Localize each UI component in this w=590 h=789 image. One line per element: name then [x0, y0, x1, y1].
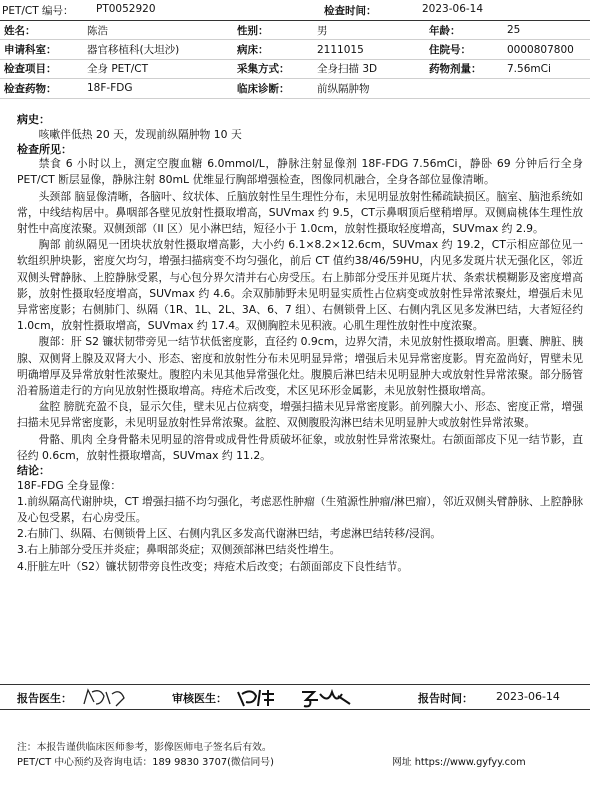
age-label: 年龄：	[425, 21, 503, 40]
conclusion-item: 1.前纵隔高代谢肿块，CT 增强扫描不均匀强化，考虑恶性肿瘤（生殖源性肿瘤/淋巴瘤），邻近双侧头臂静脉、上腔静脉及心包受累，右心房受压。	[17, 494, 583, 524]
review-doctor-label: 审核医生：	[172, 692, 227, 705]
footer-note: 注：本报告谨供临床医师参考，影像医师电子签名后有效。	[17, 742, 272, 753]
exam-item-label: 检查项目：	[0, 59, 83, 78]
tracer-label: 检查药物：	[0, 79, 83, 98]
conclusion-item: 4.肝脏左叶（S2）镰状韧带旁良性改变；痔疮术后改变；右颌面部皮下良性结节。	[17, 559, 409, 573]
history-title: 病史：	[17, 113, 50, 126]
review-doctor-signature	[234, 686, 354, 708]
exam-date-value: 2023-06-14	[422, 3, 484, 15]
signature-bar	[0, 684, 590, 710]
info-row	[0, 59, 590, 78]
acquisition-value: 全身扫描 3D	[313, 59, 425, 78]
exam-date-label: 检查时间：	[324, 5, 377, 17]
patient-name-label: 姓名：	[0, 21, 83, 40]
conclusion-item: 2.右肺门、纵隔、右侧锁骨上区、右侧内乳区多发高代谢淋巴结，考虑淋巴结转移/浸润。	[17, 527, 442, 541]
admission-number-label: 住院号：	[425, 40, 503, 59]
report-doctor-label: 报告医生：	[17, 692, 72, 705]
clinical-diagnosis-value: 前纵隔肿物	[313, 79, 425, 98]
dose-value: 7.56mCi	[503, 59, 590, 78]
findings-title: 检查所见：	[17, 142, 72, 156]
patient-info-table	[0, 21, 590, 99]
bed-label: 病床：	[233, 40, 313, 59]
report-header	[0, 0, 590, 21]
empty-label	[425, 79, 503, 98]
pet-ct-number-label: PET/CT 编号：	[2, 5, 74, 17]
findings-pelvis: 盆腔 膀胱充盈不良，显示欠佳，壁未见占位病变，增强扫描未见异常密度影。前列腺大小、形态、密度正常，增强扫描未见异常密度影，未见明显放射性异常浓聚。盆腔、双侧腹股沟淋巴结未见明显肿大或放射性异常浓聚。	[17, 400, 583, 430]
conclusion-intro: 18F-FDG 全身显像：	[17, 478, 122, 492]
findings-chest: 胸部 前纵隔见一团块状放射性摄取增高影，大小约 6.1×8.2×12.6cm，SUVmax 约 19.2，CT示相应部位见一软组织肿块影，密度欠均匀，增强扫描病变不均匀强化，前后 CT 值约38/46/59HU，内见多发斑片状无强化区，邻近双侧头臂静脉、上腔静脉受累，与心包分界欠清并右心房受压。右上肺部分受压并见斑片状、条索状模糊影及密度增高影，放射性摄取轻度增高，SUVmax 约 4.6。余双肺肺野未见明显实质性占位病变或放射性异常浓聚灶，增强后未见异常密度影；右侧肺门、纵隔（1R、1L、2L、3A、6、7 组）、右侧锁骨上区、右侧内乳区见多发淋巴结，大者短径约 1.0cm，放射性摄取增高，SUVmax 约 17.4。双侧胸腔未见积液。心肌生理性放射性中度浓聚。	[17, 238, 583, 333]
info-row	[0, 79, 590, 98]
tracer-value: 18F-FDG	[83, 79, 233, 98]
exam-item-value: 全身 PET/CT	[83, 59, 233, 78]
history-text: 咳嗽伴低热 20 天，发现前纵隔肿物 10 天	[38, 127, 242, 141]
findings-general: 禁食 6 小时以上，测定空腹血糖 6.0mmol/L，静脉注射显像剂 18F-FDG 7.56mCi，静卧 69 分钟后行全身 PET/CT 断层显像，静脉注射 80mL 优维显行胸部增强检查，图像同机融合，全身各部位显像清晰。	[17, 157, 583, 187]
patient-name-value: 陈浩	[83, 21, 233, 40]
department-label: 申请科室：	[0, 40, 83, 59]
report-time-value: 2023-06-14	[496, 690, 560, 703]
age-value: 25	[503, 21, 590, 40]
admission-number-value: 0000807800	[503, 40, 590, 59]
gender-label: 性别：	[233, 21, 313, 40]
findings-head-neck: 头颈部 脑显像清晰，各脑叶、纹状体、丘脑放射性呈生理性分布，未见明显放射性稀疏缺损区。脑室、脑池系统如常，中线结构居中。鼻咽部各壁见放射性摄取增高，SUVmax 约 9.5，CT示鼻咽顶后壁稍增厚。双侧扁桃体生理性放射性中高度浓聚。双侧颈部（II 区）见小淋巴结，短径小于 1.0cm，放射性摄取轻度增高，SUVmax 约 2.9。	[17, 189, 583, 236]
acquisition-label: 采集方式：	[233, 59, 313, 78]
info-row	[0, 21, 590, 40]
findings-bone-muscle: 骨骼、肌肉 全身骨骼未见明显的溶骨或成骨性骨质破坏征象，或放射性异常浓聚灶。右颌面部皮下见一结节影，直径约 0.6cm，放射性摄取增高，SUVmax 约 11.2。	[17, 432, 583, 462]
dose-label: 药物剂量：	[425, 59, 503, 78]
pet-ct-number-value: PT0052920	[96, 3, 156, 15]
gender-value: 男	[313, 21, 425, 40]
info-row	[0, 40, 590, 59]
report-doctor-signature	[80, 686, 130, 708]
report-body	[0, 113, 590, 575]
clinical-diagnosis-label: 临床诊断：	[233, 79, 313, 98]
footer-website: 网址 https://www.gyfyy.com	[392, 757, 526, 768]
conclusion-item: 3.右上肺部分受压并炎症；鼻咽部炎症；双侧颈部淋巴结炎性增生。	[17, 543, 341, 557]
bed-value: 2111015	[313, 40, 425, 59]
conclusion-title: 结论：	[17, 464, 50, 478]
department-value: 器官移植科(大坦沙)	[83, 40, 233, 59]
footer-phone: PET/CT 中心预约及咨询电话：189 9830 3707(微信同号)	[17, 757, 274, 768]
empty-value	[503, 79, 590, 98]
report-time-label: 报告时间：	[418, 692, 473, 705]
findings-abdomen: 腹部：肝 S2 镰状韧带旁见一结节状低密度影，直径约 0.9cm，边界欠清，未见放射性摄取增高。胆囊、脾脏、胰腺、双侧肾上腺及双肾大小、形态、密度和放射性分布未见明显异常；增强后未见异常密度影。胃充盈尚好，胃壁未见明确增厚及异常放射性浓聚灶。腹腔内未见其他异常强化灶。腹膜后淋巴结未见明显肿大或放射性异常浓聚。部分肠管沿着肠道走行的方向见放射性摄取增高。痔疮术后改变，术区见环形金属影，未见放射性摄取增高。	[17, 335, 583, 398]
